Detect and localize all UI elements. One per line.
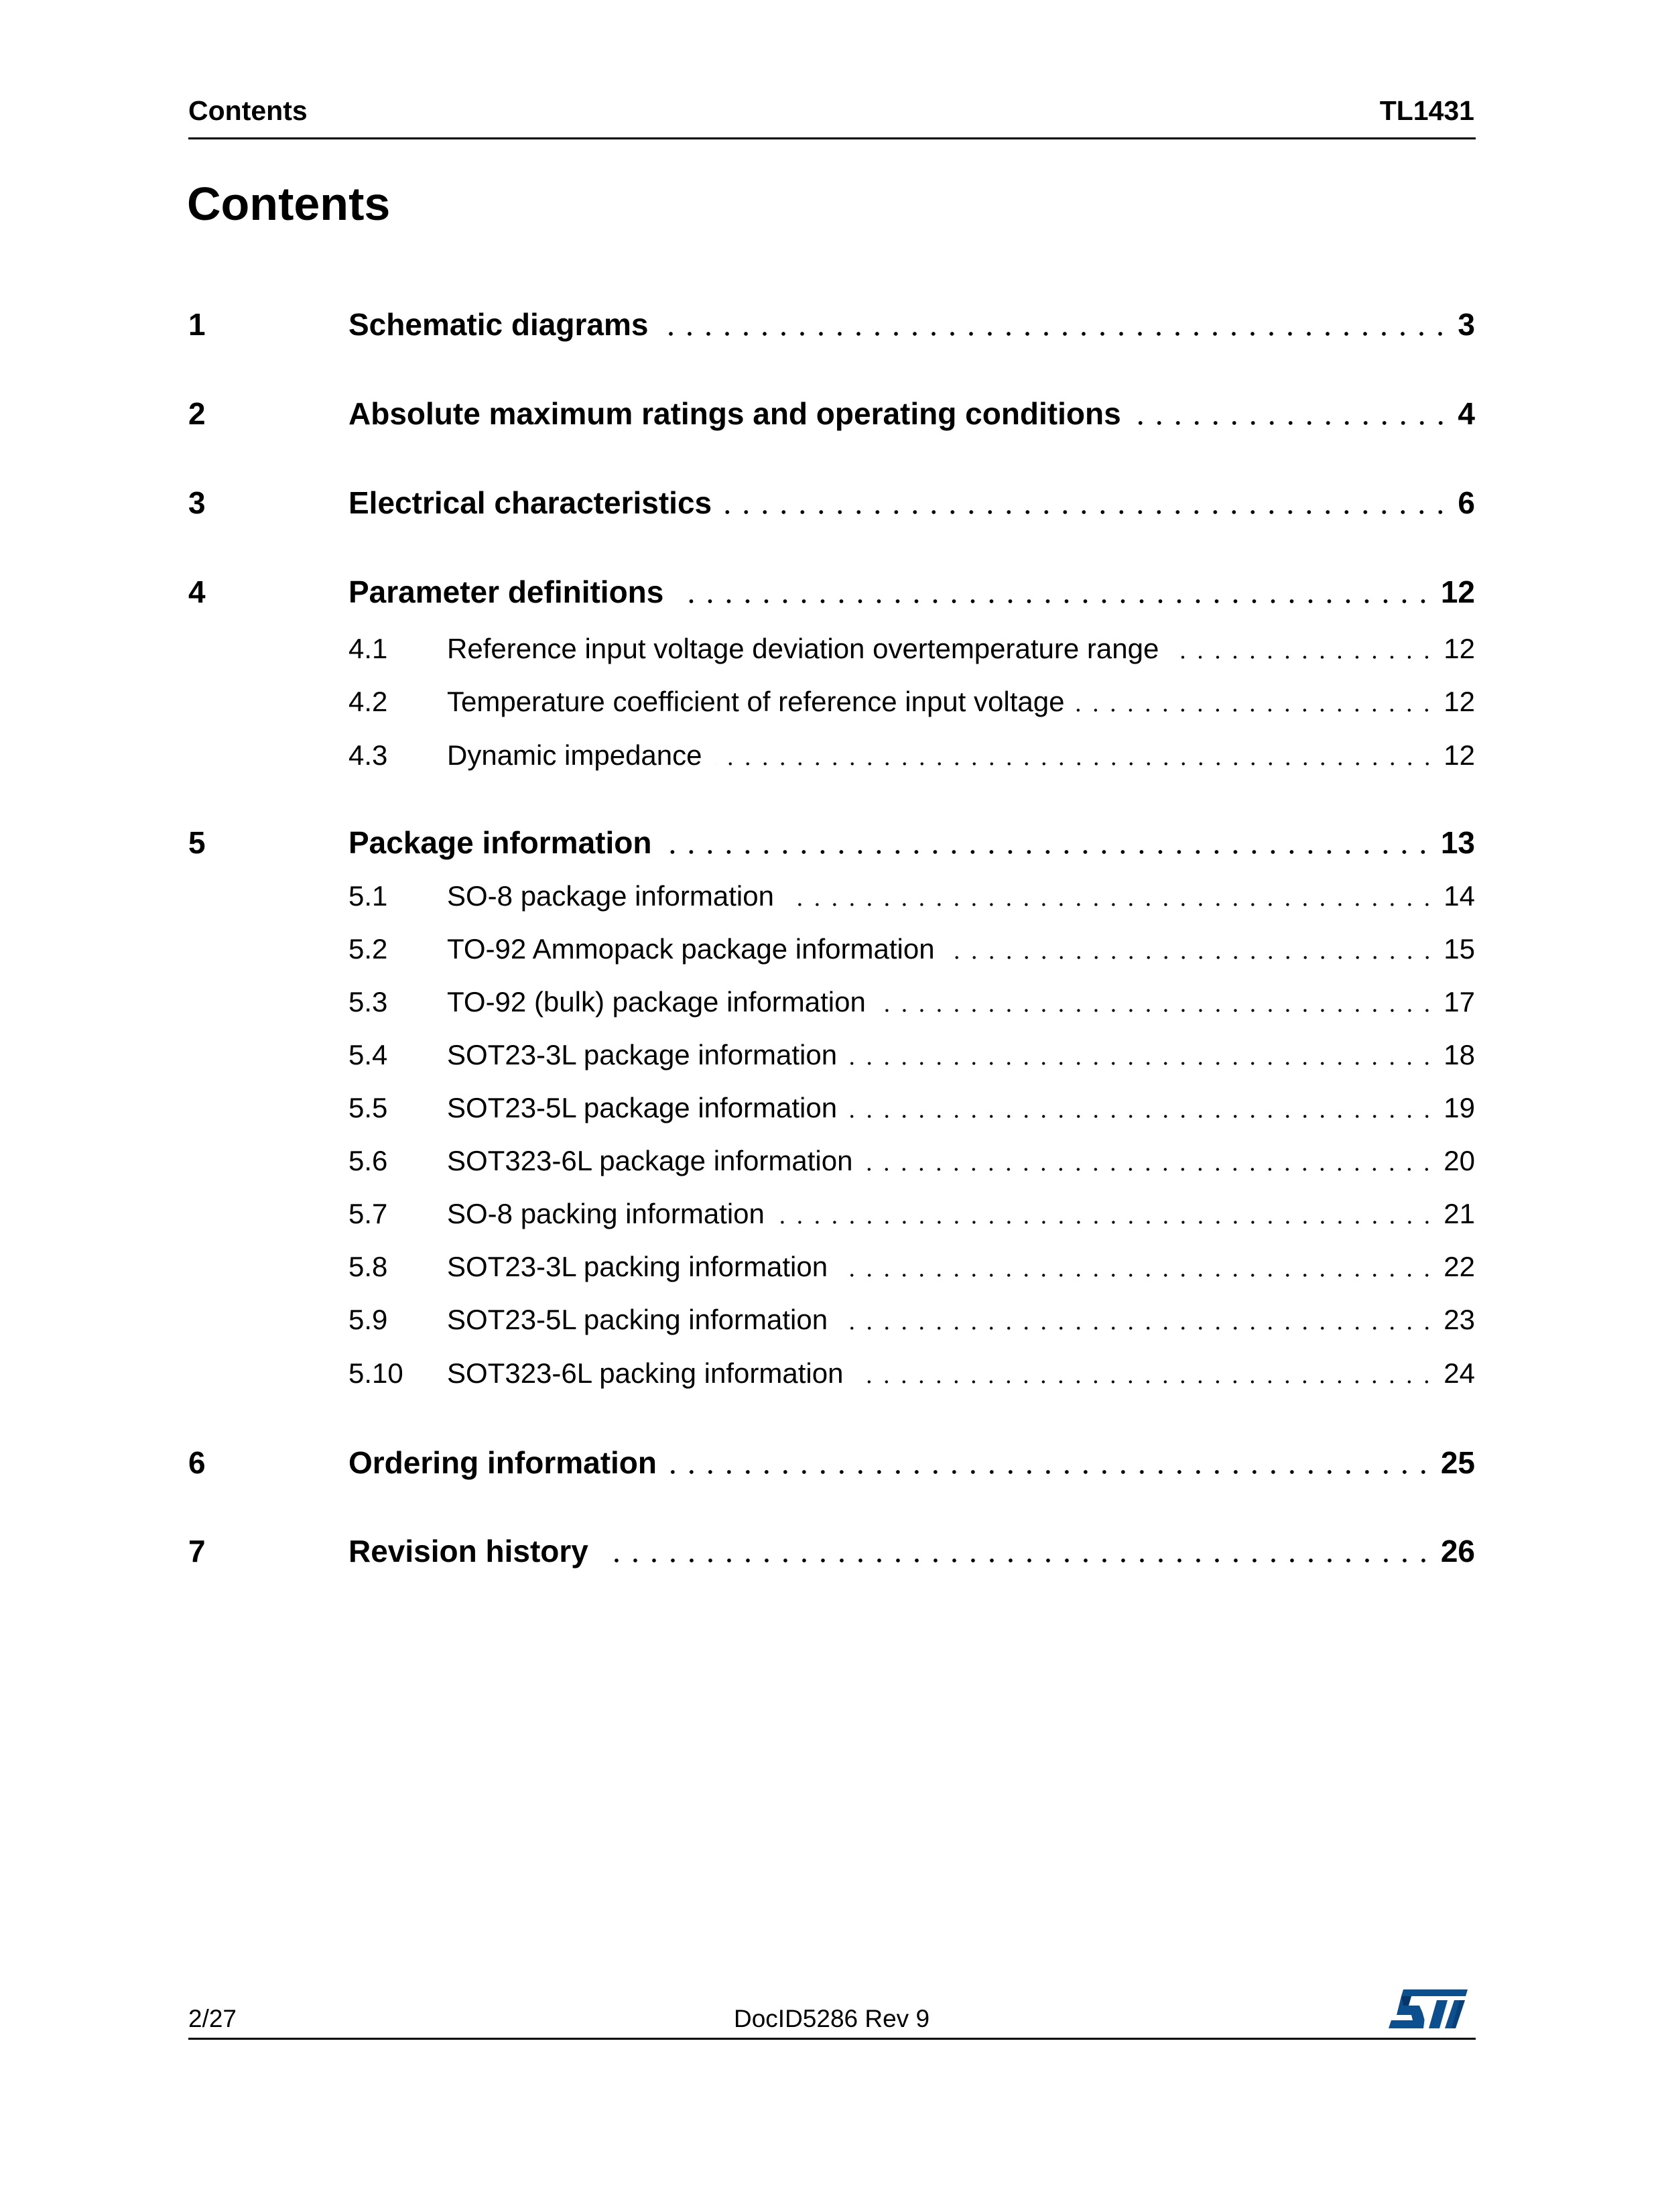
toc-entry-title[interactable]: Schematic diagrams [348, 307, 649, 342]
toc-entry-number: 5.8 [348, 1251, 388, 1282]
toc-entry-page[interactable]: 12 [1444, 739, 1475, 771]
dot-leader [1133, 393, 1450, 434]
dot-leader [855, 1355, 1435, 1392]
toc-entry-number: 5.3 [348, 986, 388, 1018]
toc-subentry[interactable] [188, 1248, 1475, 1286]
toc-entry-number: 5.10 [348, 1357, 403, 1389]
toc-subentry[interactable] [188, 1142, 1475, 1180]
toc-entry-title[interactable]: SOT23-5L packing information [447, 1304, 828, 1335]
dot-leader [1076, 683, 1435, 721]
toc-entry-title[interactable]: SOT323-6L package information [447, 1145, 853, 1176]
toc-entry[interactable] [188, 822, 1475, 863]
toc-entry[interactable] [188, 1531, 1475, 1571]
toc-entry-page[interactable]: 13 [1440, 825, 1475, 860]
toc-entry-title[interactable]: TO-92 (bulk) package information [447, 986, 866, 1018]
toc-entry-title[interactable]: SOT23-3L package information [447, 1039, 838, 1070]
toc-entry-number: 4 [188, 574, 206, 609]
toc-entry-page[interactable]: 12 [1444, 686, 1475, 717]
toc-entry[interactable] [188, 572, 1475, 612]
header-rule [188, 137, 1476, 139]
toc-entry-page[interactable]: 17 [1444, 986, 1475, 1018]
st-logo-icon [1389, 1988, 1469, 2030]
toc-entry-title[interactable]: Ordering information [348, 1445, 657, 1480]
document-id: DocID5286 Rev 9 [734, 2005, 930, 2032]
dot-leader [786, 877, 1435, 915]
toc-entry-number: 5.4 [348, 1039, 388, 1070]
dot-leader [840, 1301, 1435, 1339]
dot-leader [849, 1089, 1435, 1127]
toc-entry-page[interactable]: 26 [1440, 1534, 1475, 1569]
dot-leader [724, 483, 1450, 523]
toc-entry-title[interactable]: Absolute maximum ratings and operating conditions [348, 396, 1121, 431]
toc-entry-page[interactable]: 12 [1440, 574, 1475, 609]
toc-entry-number: 4.2 [348, 686, 388, 717]
toc-entry-page[interactable]: 22 [1444, 1251, 1475, 1282]
running-header-section: Contents [188, 95, 308, 126]
toc-entry-number: 5.5 [348, 1092, 388, 1123]
dot-leader [663, 822, 1432, 863]
toc-entry-number: 4.1 [348, 633, 388, 664]
dot-leader [660, 304, 1450, 345]
toc-entry-number: 2 [188, 396, 206, 431]
toc-entry-page[interactable]: 21 [1444, 1198, 1475, 1229]
toc-entry-page[interactable]: 18 [1444, 1039, 1475, 1070]
toc-entry-page[interactable]: 15 [1444, 933, 1475, 965]
dot-leader [669, 1442, 1433, 1483]
toc-entry-number: 5.7 [348, 1198, 388, 1229]
toc-entry-number: 1 [188, 307, 206, 342]
toc-subentry[interactable] [188, 1301, 1475, 1339]
toc-entry-title[interactable]: Parameter definitions [348, 574, 664, 609]
toc-entry-number: 6 [188, 1445, 206, 1480]
toc-entry-page[interactable]: 4 [1458, 396, 1475, 431]
toc-entry-number: 4.3 [348, 739, 388, 771]
dot-leader [865, 1142, 1435, 1180]
toc-entry[interactable] [188, 304, 1475, 345]
toc-entry-title[interactable]: SO-8 package information [447, 880, 774, 912]
toc-entry-number: 5.9 [348, 1304, 388, 1335]
toc-subentry[interactable] [188, 630, 1475, 668]
running-header-product: TL1431 [1379, 95, 1474, 126]
toc-entry-page[interactable]: 24 [1444, 1357, 1475, 1389]
dot-leader [777, 1195, 1435, 1233]
toc-entry-title[interactable]: Dynamic impedance [447, 739, 702, 771]
toc-entry-number: 5.1 [348, 880, 388, 912]
footer-rule [188, 2038, 1476, 2040]
toc-entry[interactable] [188, 1442, 1475, 1483]
toc-entry-number: 5.2 [348, 933, 388, 965]
toc-entry-page[interactable]: 12 [1444, 633, 1475, 664]
toc-entry[interactable] [188, 483, 1475, 523]
toc-entry[interactable] [188, 393, 1475, 434]
toc-entry-page[interactable]: 3 [1458, 307, 1475, 342]
toc-entry-page[interactable]: 6 [1458, 485, 1475, 520]
toc-entry-title[interactable]: Reference input voltage deviation overtemperature range [447, 633, 1159, 664]
toc-subentry[interactable] [188, 930, 1475, 968]
toc-subentry[interactable] [188, 1089, 1475, 1127]
toc-entry-title[interactable]: TO-92 Ammopack package information [447, 933, 935, 965]
toc-entry-number: 5.6 [348, 1145, 388, 1176]
toc-subentry[interactable] [188, 683, 1475, 721]
toc-entry-title[interactable]: SOT23-3L packing information [447, 1251, 828, 1282]
toc-entry-number: 7 [188, 1534, 206, 1569]
toc-subentry[interactable] [188, 1036, 1475, 1074]
dot-leader [714, 737, 1436, 774]
toc-entry-page[interactable]: 14 [1444, 880, 1475, 912]
toc-subentry[interactable] [188, 1355, 1475, 1392]
toc-subentry[interactable] [188, 877, 1475, 915]
dot-leader [676, 572, 1432, 612]
toc-subentry[interactable] [188, 1195, 1475, 1233]
toc-entry-title[interactable]: Package information [348, 825, 652, 860]
toc-entry-title[interactable]: SOT23-5L package information [447, 1092, 838, 1123]
page-title: Contents [187, 178, 391, 230]
dot-leader [1171, 630, 1435, 668]
toc-entry-page[interactable]: 25 [1440, 1445, 1475, 1480]
toc-entry-title[interactable]: Temperature coefficient of reference input voltage [447, 686, 1065, 717]
toc-entry-number: 3 [188, 485, 206, 520]
dot-leader [878, 983, 1435, 1021]
toc-entry-title[interactable]: SO-8 packing information [447, 1198, 765, 1229]
dot-leader [600, 1531, 1433, 1571]
toc-subentry[interactable] [188, 737, 1475, 774]
toc-entry-title[interactable]: Revision history [348, 1534, 588, 1569]
dot-leader [840, 1248, 1435, 1286]
dot-leader [849, 1036, 1435, 1074]
toc-entry-number: 5 [188, 825, 206, 860]
toc-entry-page[interactable]: 19 [1444, 1092, 1475, 1123]
toc-entry-title[interactable]: Electrical characteristics [348, 485, 712, 520]
dot-leader [947, 930, 1436, 968]
page-indicator: 2/27 [188, 2005, 237, 2032]
toc-entry-title[interactable]: SOT323-6L packing information [447, 1357, 844, 1389]
toc-entry-page[interactable]: 23 [1444, 1304, 1475, 1335]
toc-entry-page[interactable]: 20 [1444, 1145, 1475, 1176]
toc-subentry[interactable] [188, 983, 1475, 1021]
